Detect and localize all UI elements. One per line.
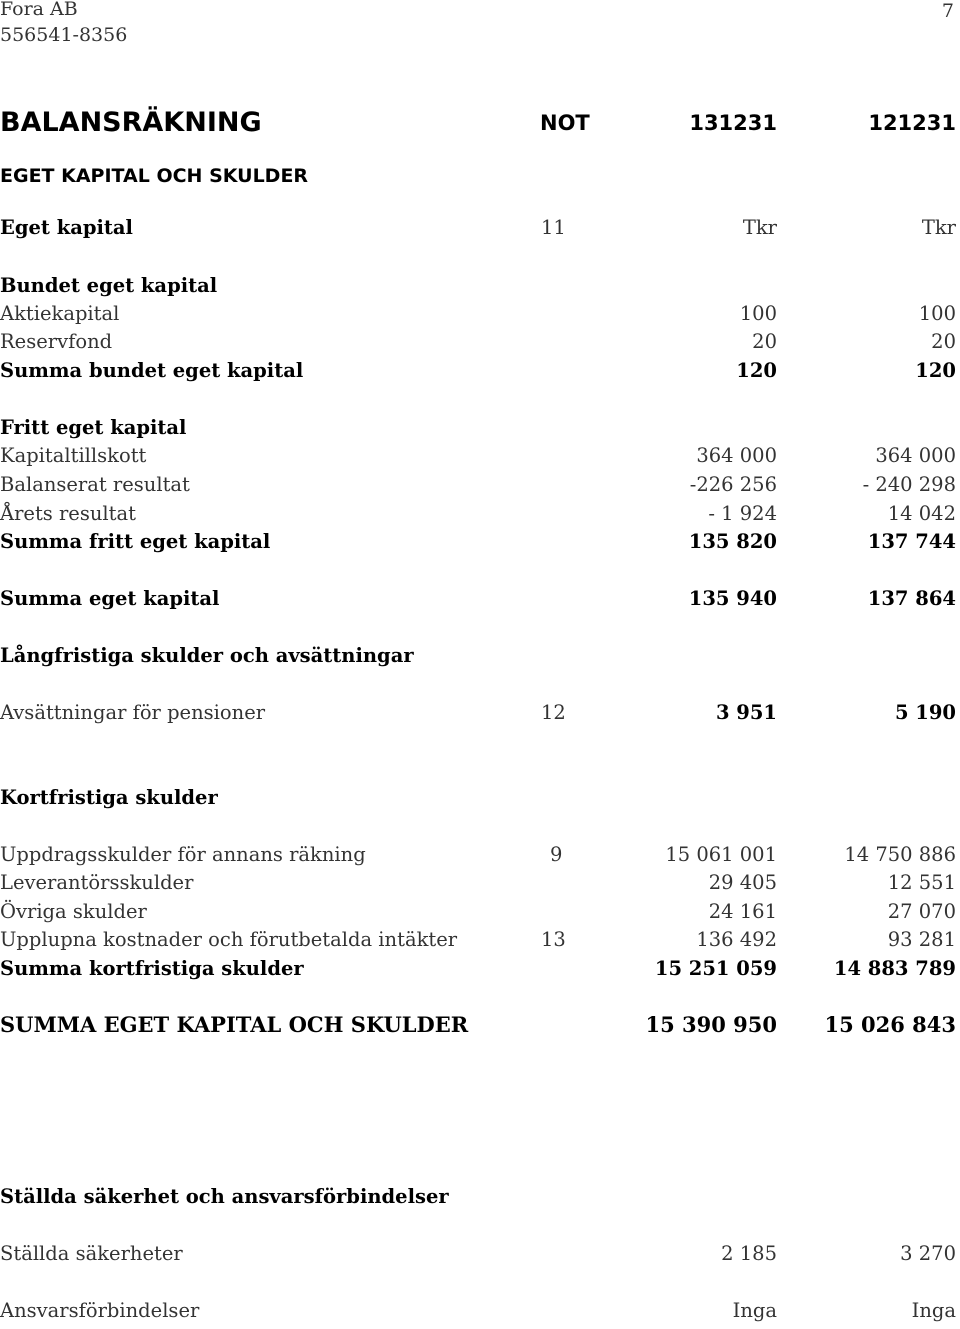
sum-value-year1: 15 251 059 [654,957,777,980]
table-row [0,926,960,954]
row-value-year1: -226 256 [689,473,777,496]
row-value-year1: 15 061 001 [665,843,777,866]
row-label: Övriga skulder [0,900,147,923]
total-value-year1: 15 390 950 [645,1012,777,1037]
kortfristiga-heading-row [0,784,960,812]
sum-label: Summa kortfristiga skulder [0,957,304,980]
row-value-year1: 364 000 [696,444,777,467]
row-value-year1: 100 [739,302,777,325]
row-label: Balanserat resultat [0,473,190,496]
stallda-heading: Ställda säkerhet och ansvarsförbindelser [0,1185,449,1208]
row-value-year2: 3 270 [900,1242,956,1265]
table-row [0,869,960,897]
bundet-heading-row [0,272,960,300]
row-label: Leverantörsskulder [0,871,194,894]
row-value-year2: 20 [931,330,956,353]
table-row [0,471,960,499]
row-note: 13 [541,928,566,951]
sum-label: Summa fritt eget kapital [0,530,271,553]
sum-value-year1: 120 [736,359,777,382]
unit-year2: Tkr [921,216,956,239]
table-row [0,898,960,926]
table-row [0,300,960,328]
row-label: Uppdragsskulder för annans räkning [0,843,366,866]
table-row [0,500,960,528]
row-label: Ställda säkerheter [0,1242,183,1265]
row-label: Årets resultat [0,502,136,525]
row-value-year1: Inga [732,1299,777,1322]
sum-value-year2: 137 744 [867,530,956,553]
eget-kapital-row [0,214,960,242]
row-value-year1: 2 185 [721,1242,777,1265]
section-title: EGET KAPITAL OCH SKULDER [0,165,309,187]
year2-header: 121231 [868,111,956,135]
kortfristiga-heading: Kortfristiga skulder [0,786,218,809]
total-value-year2: 15 026 843 [824,1012,956,1037]
eget-kapital-label: Eget kapital [0,216,133,239]
sum-label: Summa bundet eget kapital [0,359,304,382]
sum-value-year2: 120 [915,359,956,382]
table-row [0,328,960,356]
row-label: Upplupna kostnader och förutbetalda intäkter [0,928,458,951]
row-value-year1: 3 951 [715,701,777,724]
page-title: BALANSRÄKNING [0,107,262,138]
sum-row [0,357,960,385]
row-value-year2: 100 [918,302,956,325]
row-label: Aktiekapital [0,302,120,325]
page-number: 7 [941,0,954,22]
section-title-row [0,162,960,190]
sum-value-year2: 14 883 789 [833,957,956,980]
row-value-year2: 5 190 [894,701,956,724]
note-column-header: NOT [540,111,590,135]
fritt-heading-row [0,414,960,442]
title-row [0,106,960,140]
year1-header: 131231 [689,111,777,135]
fritt-heading: Fritt eget kapital [0,416,187,439]
table-row [0,442,960,470]
sum-value-year1: 135 820 [688,530,777,553]
total-label: SUMMA EGET KAPITAL OCH SKULDER [0,1012,469,1037]
total-row [0,1011,960,1039]
row-label: Ansvarsförbindelser [0,1299,200,1322]
sum-value-year1: 135 940 [688,587,777,610]
row-value-year1: 24 161 [708,900,777,923]
langfristiga-heading: Långfristiga skulder och avsättningar [0,644,414,667]
row-value-year2: 364 000 [875,444,956,467]
sum-row [0,528,960,556]
row-value-year2: 12 551 [887,871,956,894]
company-name: Fora AB [0,0,78,20]
org-number: 556541-8356 [0,24,128,46]
row-label: Avsättningar för pensioner [0,701,266,724]
table-row [0,1240,960,1268]
row-label: Reservfond [0,330,113,353]
row-value-year1: 20 [752,330,777,353]
row-value-year1: 136 492 [696,928,777,951]
unit-year1: Tkr [742,216,777,239]
row-value-year2: 93 281 [887,928,956,951]
table-row [0,699,960,727]
sum-row [0,955,960,983]
row-value-year2: 27 070 [887,900,956,923]
row-label: Kapitaltillskott [0,444,147,467]
row-value-year2: Inga [911,1299,956,1322]
row-note: 9 [550,843,563,866]
row-value-year2: 14 750 886 [844,843,956,866]
row-value-year1: - 1 924 [708,502,777,525]
table-row [0,841,960,869]
eget-kapital-note: 11 [541,216,566,239]
row-value-year2: 14 042 [887,502,956,525]
stallda-heading-row [0,1183,960,1211]
row-value-year2: - 240 298 [862,473,956,496]
bundet-heading: Bundet eget kapital [0,274,218,297]
row-note: 12 [541,701,566,724]
row-value-year1: 29 405 [708,871,777,894]
table-row [0,1297,960,1325]
summa-eget-row [0,585,960,613]
langfristiga-heading-row [0,642,960,670]
sum-value-year2: 137 864 [867,587,956,610]
sum-label: Summa eget kapital [0,587,220,610]
